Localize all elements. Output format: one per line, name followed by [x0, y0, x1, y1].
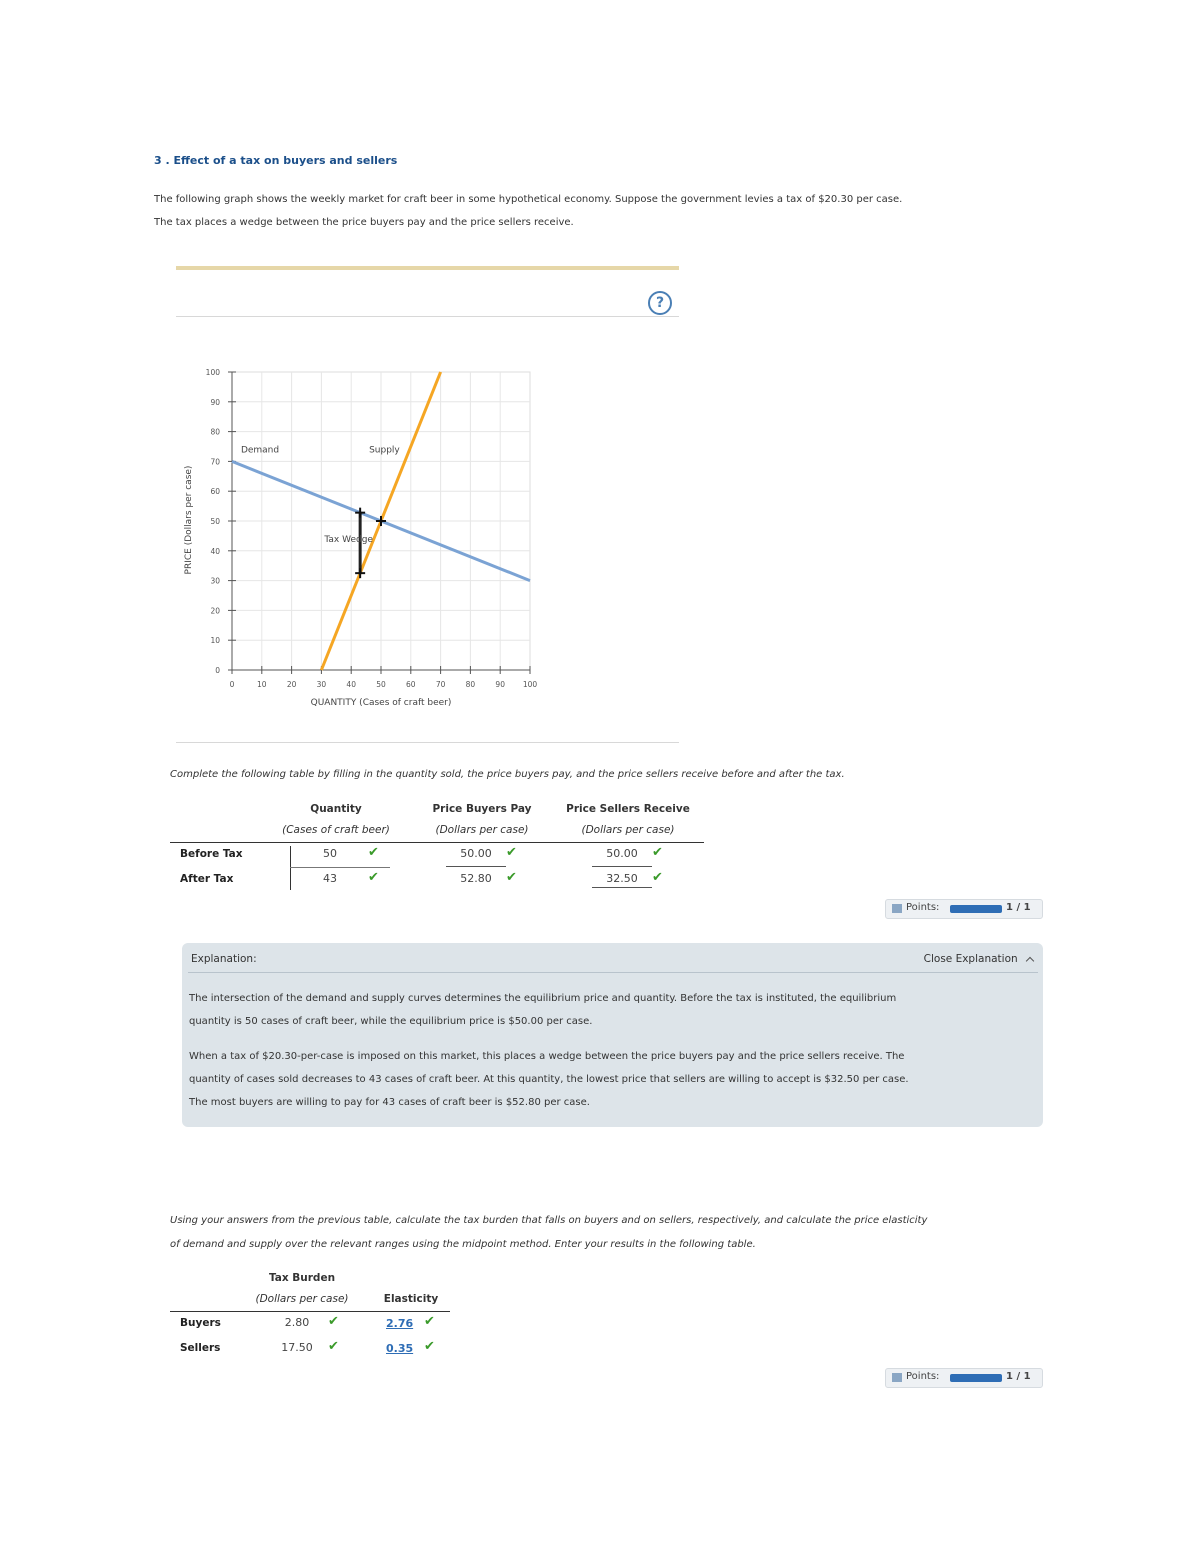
y-axis-label: PRICE (Dollars per case) [184, 465, 194, 575]
table1-header-sellers-receive-unit: (Dollars per case) [581, 824, 675, 836]
chart-annotations [241, 445, 400, 578]
table2-instruction-line1: Using your answers from the previous table, calculate the tax burden that falls on buyers and on sellers, respectively, and calculate the price elasticity [170, 1215, 928, 1226]
check-icon: ✔ [368, 845, 379, 860]
sellers-tax-burden-input[interactable]: 17.50 [281, 1341, 313, 1354]
y-tick-label: 30 [210, 576, 220, 586]
check-icon: ✔ [328, 1314, 339, 1329]
table1-header-sellers-receive: Price Sellers Receive [566, 803, 690, 815]
before-tax-sellers-receive-input[interactable]: 50.00 [606, 847, 638, 860]
check-icon: ✔ [424, 1314, 435, 1329]
after-tax-sellers-receive-bottom-line [592, 887, 652, 888]
check-icon: ✔ [652, 845, 663, 860]
table1-row-label-before: Before Tax [180, 848, 243, 860]
points-value: 1 / 1 [1006, 1371, 1031, 1382]
x-tick-label: 30 [316, 680, 327, 689]
y-tick-label: 20 [210, 606, 220, 616]
points-label: Points: [906, 1371, 940, 1382]
table1-row-label-after: After Tax [180, 873, 234, 885]
supply-label: Supply [369, 445, 400, 456]
x-tick-label: 0 [229, 680, 235, 689]
tax-wedge-label: Tax Wedge [324, 534, 373, 545]
y-tick-label: 50 [210, 517, 220, 526]
check-icon: ✔ [328, 1339, 339, 1354]
after-tax-buyers-pay-input[interactable]: 52.80 [460, 872, 492, 885]
points-label: Points: [906, 902, 940, 913]
table1-header-buyers-pay: Price Buyers Pay [432, 803, 532, 815]
buyers-elasticity-link[interactable]: 2.76 [386, 1317, 414, 1330]
points-progress-bar [950, 905, 1002, 913]
table2-instruction-line2: of demand and supply over the relevant ranges using the midpoint method. Enter your results in the following table. [170, 1239, 756, 1250]
table1-instruction: Complete the following table by filling in the quantity sold, the price buyers pay, and the price sellers receive before and after the tax. [170, 769, 845, 780]
graph-panel-divider-bottom [176, 742, 679, 743]
chevron-up-icon [1026, 957, 1034, 965]
explanation-divider [188, 972, 1038, 973]
after-tax-sellers-receive-underline [592, 866, 652, 867]
question-title: 3 . Effect of a tax on buyers and sellers [154, 154, 398, 167]
table2-header-tax-burden-unit: (Dollars per case) [255, 1293, 349, 1305]
close-explanation-button[interactable] [924, 953, 1033, 965]
chart-axes [206, 368, 538, 689]
table1-header-quantity-unit: (Cases of craft beer) [282, 824, 390, 836]
table2-header-elasticity: Elasticity [383, 1293, 439, 1305]
points-progress-bar [950, 1374, 1002, 1382]
points-indicator [885, 1368, 1043, 1388]
points-value: 1 / 1 [1006, 902, 1031, 913]
close-explanation-label: Close Explanation [923, 953, 1018, 965]
y-tick-label: 100 [205, 368, 220, 377]
explanation-p2-line1: When a tax of $20.30-per-case is imposed on this market, this places a wedge between the price buyers pay and the price sellers receive. The [189, 1051, 905, 1062]
intro-line-1: The following graph shows the weekly market for craft beer in some hypothetical economy. Suppose the government levies a tax of $20.30 per case. [154, 194, 903, 205]
check-icon: ✔ [652, 870, 663, 885]
explanation-p2-line3: The most buyers are willing to pay for 43 cases of craft beer is $52.80 per case. [189, 1097, 590, 1108]
flag-icon [892, 904, 902, 913]
after-tax-sellers-receive-input[interactable]: 32.50 [606, 872, 638, 885]
x-tick-label: 70 [435, 680, 446, 689]
x-tick-label: 60 [406, 680, 416, 689]
table1-header-rule [170, 842, 704, 843]
explanation-title: Explanation: [191, 953, 257, 965]
graph-panel-divider-top [176, 316, 679, 317]
x-tick-label: 20 [286, 680, 297, 689]
x-tick-label: 90 [495, 680, 505, 689]
y-tick-label: 70 [210, 457, 220, 467]
table1-header-quantity: Quantity [310, 803, 362, 815]
points-indicator [885, 899, 1043, 919]
supply-demand-chart[interactable] [176, 360, 556, 715]
check-icon: ✔ [506, 870, 517, 885]
table2-header-rule [170, 1311, 450, 1312]
help-icon[interactable]: ? [648, 291, 672, 315]
after-tax-quantity-input[interactable]: 43 [323, 872, 337, 885]
y-tick-label: 90 [210, 397, 220, 407]
check-icon: ✔ [368, 870, 379, 885]
x-tick-label: 80 [465, 680, 476, 689]
table2-header-tax-burden: Tax Burden [268, 1272, 336, 1284]
x-tick-label: 10 [257, 680, 267, 689]
demand-label: Demand [240, 445, 280, 456]
explanation-p1-line2: quantity is 50 cases of craft beer, while the equilibrium price is $50.00 per case. [189, 1016, 593, 1027]
explanation-p1-line1: The intersection of the demand and supply curves determines the equilibrium price and quantity. Before the tax is instituted, the equilibrium [189, 993, 897, 1004]
table1-row-rule [290, 867, 390, 868]
sellers-elasticity-link[interactable]: 0.35 [386, 1342, 414, 1355]
y-tick-label: 0 [215, 666, 220, 675]
y-tick-label: 60 [210, 487, 220, 497]
y-tick-label: 80 [210, 427, 220, 437]
before-tax-quantity-input[interactable]: 50 [323, 847, 337, 860]
intro-line-2: The tax places a wedge between the price buyers pay and the price sellers receive. [154, 217, 574, 228]
before-tax-buyers-pay-input[interactable]: 50.00 [460, 847, 492, 860]
table2-row-label-sellers: Sellers [180, 1342, 221, 1354]
check-icon: ✔ [506, 845, 517, 860]
explanation-panel [182, 943, 1043, 1127]
y-tick-label: 40 [210, 546, 220, 556]
x-tick-label: 50 [376, 680, 386, 689]
y-tick-label: 10 [210, 636, 220, 646]
graph-panel-header-bar [176, 266, 679, 270]
explanation-p2-line2: quantity of cases sold decreases to 43 cases of craft beer. At this quantity, the lowest price that sellers are willing to accept is $32.50 per case. [189, 1074, 909, 1085]
x-tick-label: 100 [522, 680, 538, 689]
flag-icon [892, 1373, 902, 1382]
table1-left-rule [290, 846, 291, 890]
x-axis-label: QUANTITY (Cases of craft beer) [310, 698, 452, 708]
buyers-tax-burden-input[interactable]: 2.80 [284, 1316, 310, 1329]
table1-header-buyers-pay-unit: (Dollars per case) [435, 824, 529, 836]
check-icon: ✔ [424, 1339, 435, 1354]
x-tick-label: 40 [346, 680, 356, 689]
table2-row-label-buyers: Buyers [180, 1317, 221, 1329]
after-tax-buyers-pay-underline [446, 866, 506, 867]
